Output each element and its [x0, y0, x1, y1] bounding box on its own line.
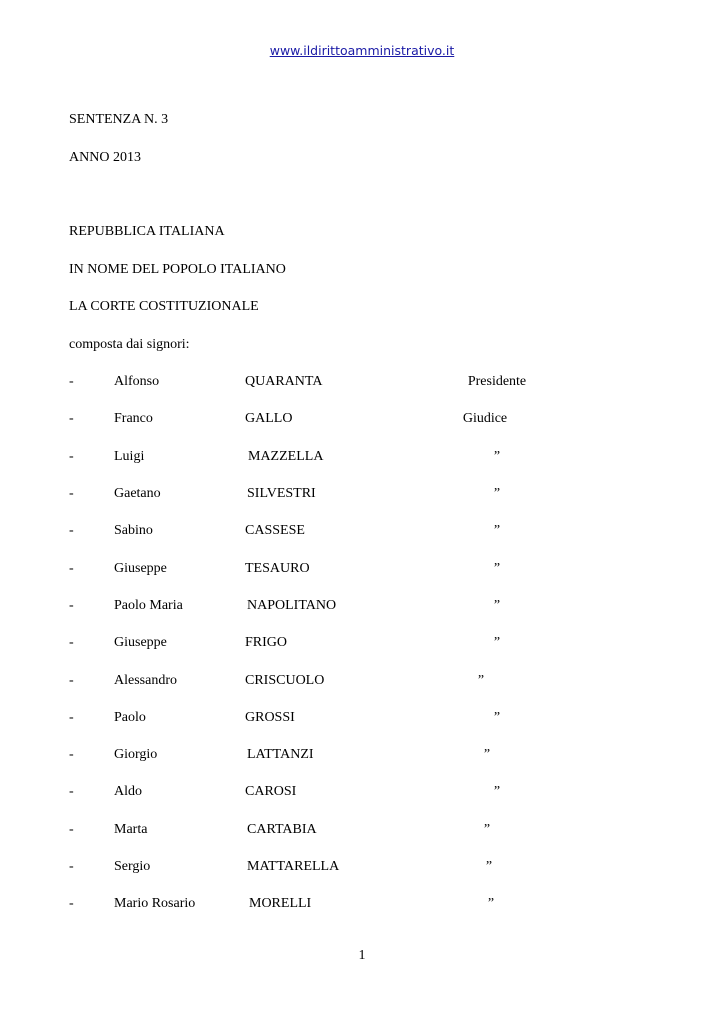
member-role: ” — [493, 449, 501, 464]
member-last-name: CARTABIA — [247, 822, 317, 837]
member-row — [0, 522, 724, 540]
member-role: ” — [483, 822, 491, 837]
member-dash: - — [69, 598, 74, 613]
member-first-name: Alessandro — [114, 673, 177, 688]
member-role: Giudice — [462, 411, 508, 426]
member-dash: - — [69, 523, 74, 538]
member-row — [0, 634, 724, 652]
anno: ANNO 2013 — [69, 150, 141, 165]
member-role: ” — [487, 896, 495, 911]
member-row — [0, 709, 724, 727]
member-dash: - — [69, 673, 74, 688]
member-dash: - — [69, 449, 74, 464]
member-role: ” — [493, 486, 501, 501]
member-first-name: Luigi — [114, 449, 145, 464]
member-dash: - — [69, 411, 74, 426]
member-last-name: MAZZELLA — [248, 449, 324, 464]
in-nome-heading: IN NOME DEL POPOLO ITALIANO — [69, 262, 286, 277]
member-row — [0, 895, 724, 913]
republic-heading: REPUBBLICA ITALIANA — [69, 224, 225, 239]
member-first-name: Sabino — [114, 523, 153, 538]
member-last-name: LATTANZI — [247, 747, 314, 762]
member-first-name: Sergio — [114, 859, 151, 874]
member-last-name: FRIGO — [245, 635, 288, 650]
member-row — [0, 560, 724, 578]
member-row — [0, 858, 724, 876]
member-last-name: SILVESTRI — [247, 486, 316, 501]
member-row — [0, 410, 724, 428]
member-first-name: Giuseppe — [114, 561, 167, 576]
member-role: ” — [477, 673, 485, 688]
member-role: ” — [483, 747, 491, 762]
member-dash: - — [69, 635, 74, 650]
member-row — [0, 448, 724, 466]
member-row — [0, 746, 724, 764]
member-last-name: MATTARELLA — [247, 859, 340, 874]
member-role: ” — [493, 561, 501, 576]
member-row — [0, 597, 724, 615]
member-role: ” — [493, 710, 501, 725]
member-first-name: Aldo — [114, 784, 142, 799]
member-row — [0, 373, 724, 391]
member-first-name: Paolo — [114, 710, 146, 725]
member-last-name: QUARANTA — [245, 374, 323, 389]
member-last-name: CASSESE — [245, 523, 305, 538]
member-dash: - — [69, 710, 74, 725]
member-role: ” — [485, 859, 493, 874]
member-dash: - — [69, 561, 74, 576]
court-heading: LA CORTE COSTITUZIONALE — [69, 299, 259, 314]
member-first-name: Paolo Maria — [114, 598, 183, 613]
composed-by-label: composta dai signori: — [69, 337, 190, 352]
member-first-name: Gaetano — [114, 486, 161, 501]
member-last-name: TESAURO — [245, 561, 310, 576]
member-first-name: Alfonso — [114, 374, 160, 389]
member-dash: - — [69, 747, 74, 762]
member-dash: - — [69, 784, 74, 799]
member-last-name: CRISCUOLO — [245, 673, 325, 688]
member-first-name: Giorgio — [114, 747, 158, 762]
member-first-name: Marta — [114, 822, 148, 837]
member-dash: - — [69, 822, 74, 837]
member-role: Presidente — [467, 374, 527, 389]
member-role: ” — [493, 784, 501, 799]
member-row — [0, 672, 724, 690]
member-dash: - — [69, 374, 74, 389]
member-row — [0, 821, 724, 839]
page-number: 1 — [358, 948, 366, 963]
sentenza-number: SENTENZA N. 3 — [69, 112, 169, 127]
member-row — [0, 485, 724, 503]
member-last-name: GROSSI — [245, 710, 295, 725]
member-first-name: Mario Rosario — [114, 896, 196, 911]
member-role: ” — [493, 523, 501, 538]
member-dash: - — [69, 896, 74, 911]
member-first-name: Giuseppe — [114, 635, 167, 650]
member-role: ” — [493, 598, 501, 613]
member-first-name: Franco — [114, 411, 153, 426]
member-last-name: CAROSI — [245, 784, 297, 799]
member-dash: - — [69, 486, 74, 501]
member-last-name: MORELLI — [249, 896, 312, 911]
member-row — [0, 783, 724, 801]
website-link[interactable]: www.ildirittoamministrativo.it — [269, 43, 455, 58]
member-last-name: NAPOLITANO — [247, 598, 337, 613]
member-last-name: GALLO — [245, 411, 293, 426]
member-role: ” — [493, 635, 501, 650]
member-dash: - — [69, 859, 74, 874]
